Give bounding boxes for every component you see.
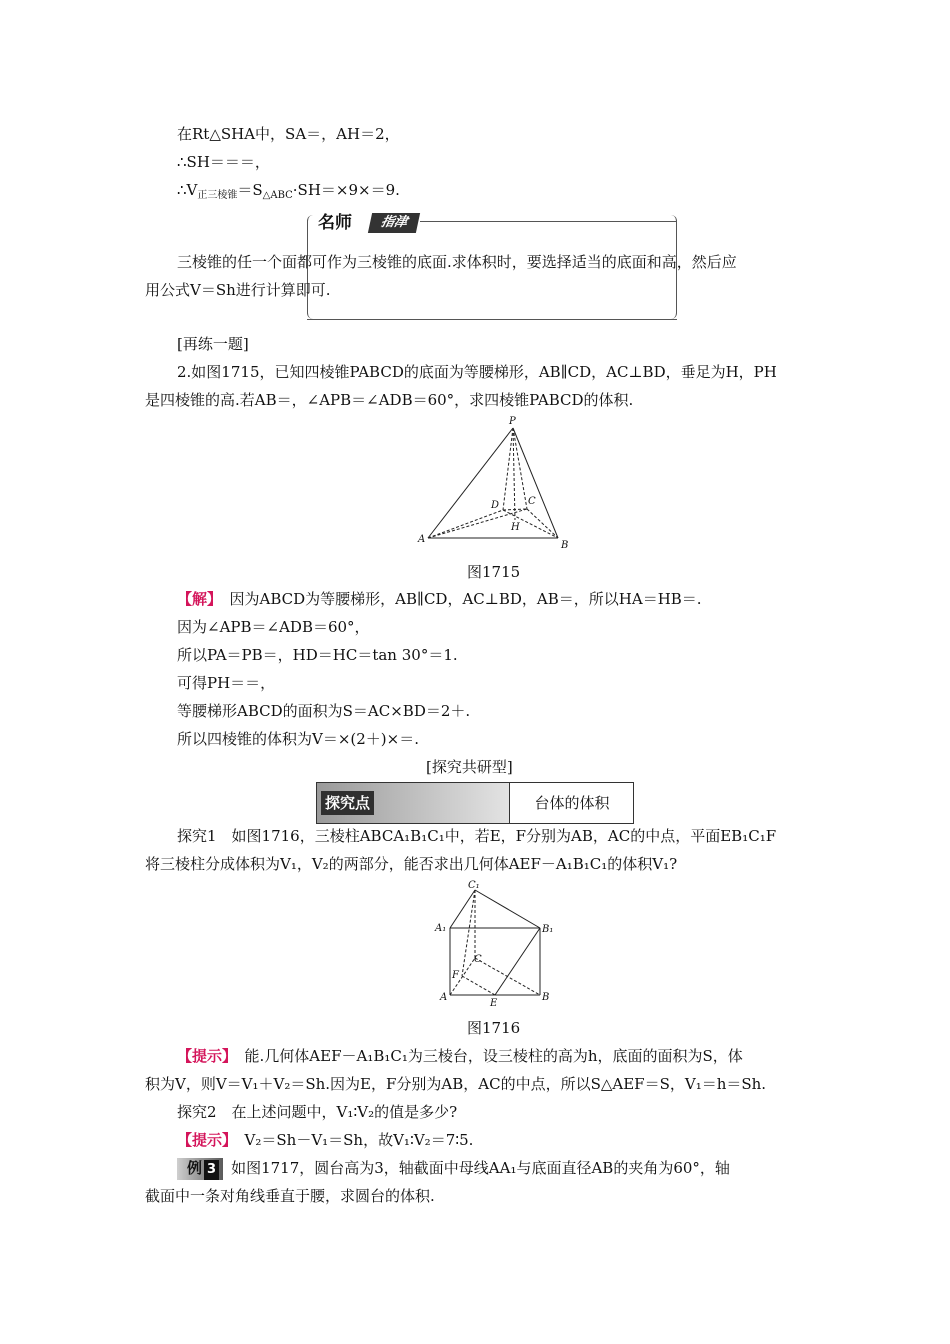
figure-1716-caption: 图1716 [467, 1019, 521, 1037]
example3-line-1: 例 3 如图1717，圆台高为3，轴截面中母线AA₁与底面直径AB的夹角为60°，轴 [177, 1158, 730, 1180]
label-P: P [509, 416, 516, 427]
example3-line-2: 截面中一条对角线垂直于腰，求圆台的体积. [145, 1187, 435, 1205]
label-C: C [528, 496, 536, 507]
solution-tag: 【解】 [177, 590, 215, 608]
explore-point-label-area [317, 783, 509, 823]
label-A: A [440, 992, 448, 1003]
problem2-line-2: 是四棱锥的高.若AB＝，∠APB＝∠ADB＝60°，求四棱锥PABCD的体积. [145, 391, 634, 409]
label-D: D [491, 500, 500, 511]
explore1-line-1: 探究1 如图1716，三棱柱ABCA₁B₁C₁中，若E，F分别为AB，AC的中点，平面EB₁C₁F [177, 827, 777, 845]
explore1-line-2: 将三棱柱分成体积为V₁，V₂的两部分，能否求出几何体AEF－A₁B₁C₁的体积V₁? [145, 855, 678, 873]
example-badge: 例 3 [177, 1158, 223, 1180]
label-E: E [490, 998, 498, 1009]
tip-heading [318, 211, 422, 235]
label-C1: C₁ [468, 880, 480, 891]
figure-1715-caption: 图1715 [467, 563, 521, 581]
label-B: B [561, 540, 569, 551]
tip-line-2: 用公式V＝Sh进行计算即可. [145, 281, 331, 299]
label-B: B [542, 992, 550, 1003]
tip-heading-main: 名师 [318, 211, 370, 235]
solution-line-1: 在Rt△SHA中，SA＝，AH＝2， [177, 125, 400, 143]
hint-tag: 【提示】 [177, 1047, 230, 1065]
figure-1716-prism [430, 880, 560, 1010]
solution2-line-2: 因为∠APB＝∠ADB＝60°， [177, 618, 370, 636]
solution-line-2: ∴SH＝＝＝， [177, 153, 270, 171]
explore-type-label: [探究共研型] [426, 758, 513, 776]
explore-point-label: 探究点 [321, 791, 374, 815]
label-F: F [452, 970, 459, 981]
hint-tag: 【提示】 [177, 1131, 230, 1149]
explore-point-topic: 台体的体积 [509, 783, 634, 823]
label-B1: B₁ [542, 924, 554, 935]
tip-box-top-rule [420, 221, 676, 222]
label-H: H [511, 522, 520, 533]
solution2-line-6: 所以四棱锥的体积为V＝×(2＋)×＝. [177, 730, 419, 748]
hint2-line: 【提示】 V₂＝Sh－V₁＝Sh，故V₁∶V₂＝7∶5. [177, 1131, 474, 1149]
label-A: A [418, 534, 426, 545]
solution2-line-1: 【解】 因为ABCD为等腰梯形，AB∥CD，AC⊥BD，AB＝，所以HA＝HB＝. [177, 590, 702, 608]
hint1-line-1: 【提示】 能.几何体AEF－A₁B₁C₁为三棱台，设三棱柱的高为h，底面的面积为S，体 [177, 1047, 743, 1065]
solution2-line-5: 等腰梯形ABCD的面积为S＝AC×BD＝2＋. [177, 702, 471, 720]
tip-heading-badge: 指津 [368, 213, 420, 233]
tip-line-1: 三棱锥的任一个面都可作为三棱锥的底面.求体积时，要选择适当的底面和高，然后应 [177, 253, 737, 271]
hint1-line-2: 积为V，则V＝V₁＋V₂＝Sh.因为E，F分别为AB，AC的中点，所以S△AEF＝S，V₁＝h＝Sh. [145, 1075, 767, 1093]
solution2-line-4: 可得PH＝＝， [177, 674, 276, 692]
explore2-line: 探究2 在上述问题中，V₁∶V₂的值是多少? [177, 1103, 458, 1121]
problem2-line-1: 2.如图1715，已知四棱锥PABCD的底面为等腰梯形，AB∥CD，AC⊥BD，垂足为H，PH [177, 363, 777, 381]
tip-box-bottom-rule [307, 319, 677, 320]
solution2-line-3: 所以PA＝PB＝，HD＝HC＝tan 30°＝1. [177, 646, 458, 664]
practice-label: [再练一题] [177, 335, 249, 353]
explore-point-box [316, 782, 634, 824]
label-A1: A₁ [435, 923, 447, 934]
figure-1715-pyramid [415, 412, 575, 554]
label-C: C [474, 954, 482, 965]
solution-line-3: $\therefore V_{正三棱锥}=S_{\triangle ABC}\cdot SH=\times 9\times=9$. [177, 181, 400, 201]
